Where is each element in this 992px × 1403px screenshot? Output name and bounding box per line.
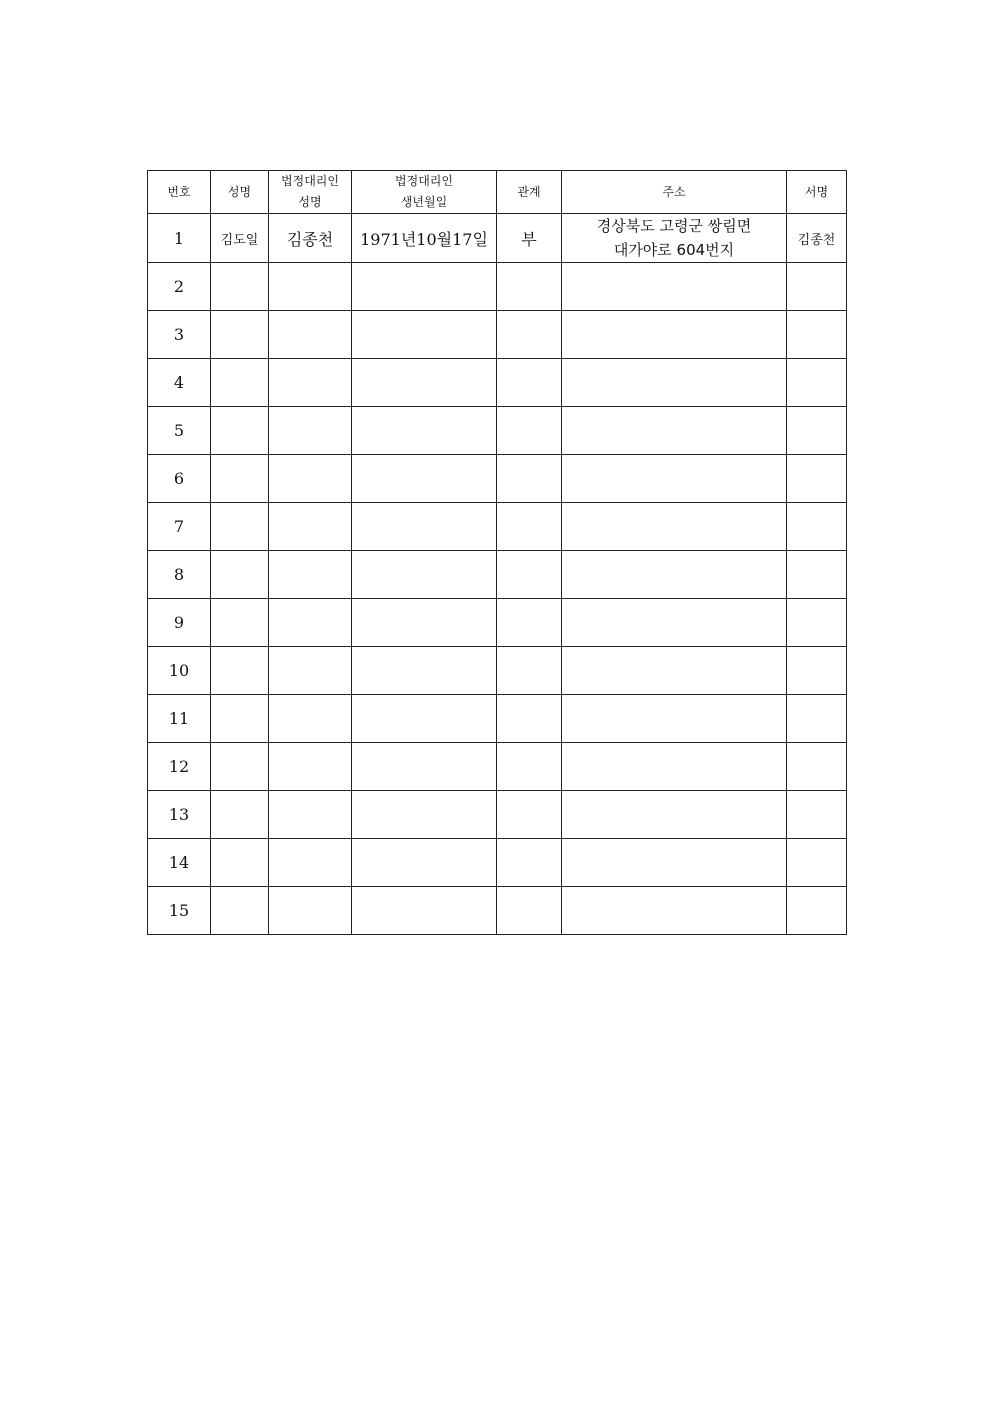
row-signature — [787, 647, 847, 695]
row-relation — [497, 311, 562, 359]
row-address — [562, 887, 787, 935]
row-relation — [497, 503, 562, 551]
table-row — [148, 311, 847, 359]
row-guardian-name — [269, 887, 352, 935]
row-guardian-name — [269, 311, 352, 359]
row-number: 13 — [148, 791, 211, 839]
row-address — [562, 311, 787, 359]
row-number: 1 — [148, 214, 211, 263]
row-guardian-name — [269, 359, 352, 407]
row-address — [562, 791, 787, 839]
row-address — [562, 599, 787, 647]
row-guardian-name — [269, 455, 352, 503]
table-row — [148, 695, 847, 743]
roster-table — [147, 170, 847, 935]
table-row — [148, 455, 847, 503]
row-name — [211, 791, 269, 839]
row-signature — [787, 743, 847, 791]
row-relation — [497, 359, 562, 407]
row-guardian-name — [269, 791, 352, 839]
row-address — [562, 407, 787, 455]
table-row — [148, 791, 847, 839]
row-guardian-name — [269, 839, 352, 887]
row-guardian-name — [269, 407, 352, 455]
row-guardian-birth — [352, 647, 497, 695]
row-name — [211, 839, 269, 887]
row-address — [562, 503, 787, 551]
row-signature — [787, 695, 847, 743]
row-name — [211, 359, 269, 407]
row-guardian-name — [269, 647, 352, 695]
row-guardian-birth — [352, 311, 497, 359]
row-signature — [787, 311, 847, 359]
row-number: 4 — [148, 359, 211, 407]
table-row — [148, 887, 847, 935]
row-signature: 김종천 — [787, 214, 847, 263]
row-guardian-birth — [352, 743, 497, 791]
row-number: 15 — [148, 887, 211, 935]
row-guardian-birth — [352, 455, 497, 503]
table-row — [148, 647, 847, 695]
row-guardian-birth — [352, 263, 497, 311]
row-address — [562, 839, 787, 887]
row-guardian-name — [269, 503, 352, 551]
header-number: 번호 — [148, 171, 211, 214]
row-address — [562, 263, 787, 311]
row-name — [211, 263, 269, 311]
row-guardian-name — [269, 695, 352, 743]
table-row — [148, 599, 847, 647]
header-signature: 서명 — [787, 171, 847, 214]
header-address: 주소 — [562, 171, 787, 214]
row-guardian-name: 김종천 — [269, 214, 352, 263]
row-number: 6 — [148, 455, 211, 503]
header-guardian-name-line2: 성명 — [298, 195, 322, 209]
row-guardian-birth — [352, 503, 497, 551]
row-number: 2 — [148, 263, 211, 311]
row-signature — [787, 599, 847, 647]
row-relation — [497, 743, 562, 791]
row-address-line2: 대가야로 604번지 — [613, 241, 735, 259]
row-relation — [497, 407, 562, 455]
table-row — [148, 743, 847, 791]
row-name — [211, 647, 269, 695]
row-number: 14 — [148, 839, 211, 887]
row-guardian-birth — [352, 839, 497, 887]
row-guardian-name — [269, 551, 352, 599]
row-name — [211, 455, 269, 503]
row-name — [211, 743, 269, 791]
row-relation — [497, 647, 562, 695]
row-name — [211, 887, 269, 935]
row-name — [211, 311, 269, 359]
table-row — [148, 214, 847, 263]
header-name: 성명 — [211, 171, 269, 214]
row-number: 10 — [148, 647, 211, 695]
row-relation — [497, 263, 562, 311]
row-guardian-birth — [352, 407, 497, 455]
row-number: 3 — [148, 311, 211, 359]
row-name — [211, 551, 269, 599]
row-relation — [497, 695, 562, 743]
row-address — [562, 455, 787, 503]
row-relation — [497, 455, 562, 503]
row-address — [562, 695, 787, 743]
header-guardian-birth-line2: 생년월일 — [400, 195, 448, 209]
header-relation: 관계 — [497, 171, 562, 214]
row-number: 11 — [148, 695, 211, 743]
row-name — [211, 407, 269, 455]
row-relation — [497, 887, 562, 935]
row-name: 김도일 — [211, 214, 269, 263]
row-guardian-birth: 1971년10월17일 — [352, 214, 497, 263]
row-signature — [787, 359, 847, 407]
row-guardian-birth — [352, 695, 497, 743]
row-name — [211, 695, 269, 743]
row-address — [562, 551, 787, 599]
row-number: 7 — [148, 503, 211, 551]
row-number: 5 — [148, 407, 211, 455]
row-address — [562, 743, 787, 791]
row-signature — [787, 503, 847, 551]
table-row — [148, 359, 847, 407]
row-relation — [497, 839, 562, 887]
row-guardian-birth — [352, 551, 497, 599]
row-guardian-name — [269, 743, 352, 791]
header-guardian-name-line1: 법정대리인 — [281, 174, 339, 188]
table-row — [148, 503, 847, 551]
row-relation — [497, 791, 562, 839]
row-relation: 부 — [497, 214, 562, 263]
row-relation — [497, 551, 562, 599]
row-relation — [497, 599, 562, 647]
row-guardian-birth — [352, 791, 497, 839]
row-signature — [787, 551, 847, 599]
table-row — [148, 839, 847, 887]
row-address — [562, 359, 787, 407]
row-signature — [787, 407, 847, 455]
header-guardian-birth-line1: 법정대리인 — [395, 174, 453, 188]
row-signature — [787, 455, 847, 503]
row-signature — [787, 839, 847, 887]
row-signature — [787, 791, 847, 839]
row-number: 8 — [148, 551, 211, 599]
header-guardian-name — [269, 171, 352, 214]
row-number: 9 — [148, 599, 211, 647]
row-guardian-birth — [352, 599, 497, 647]
table-row — [148, 551, 847, 599]
row-guardian-birth — [352, 359, 497, 407]
table-row — [148, 407, 847, 455]
row-address-line1: 경상북도 고령군 쌍림면 — [596, 217, 752, 235]
row-guardian-name — [269, 263, 352, 311]
row-guardian-birth — [352, 887, 497, 935]
row-signature — [787, 263, 847, 311]
row-address — [562, 214, 787, 263]
header-row — [148, 171, 847, 214]
row-name — [211, 503, 269, 551]
header-guardian-birth — [352, 171, 497, 214]
row-address — [562, 647, 787, 695]
row-guardian-name — [269, 599, 352, 647]
table-row — [148, 263, 847, 311]
row-signature — [787, 887, 847, 935]
row-number: 12 — [148, 743, 211, 791]
row-name — [211, 599, 269, 647]
